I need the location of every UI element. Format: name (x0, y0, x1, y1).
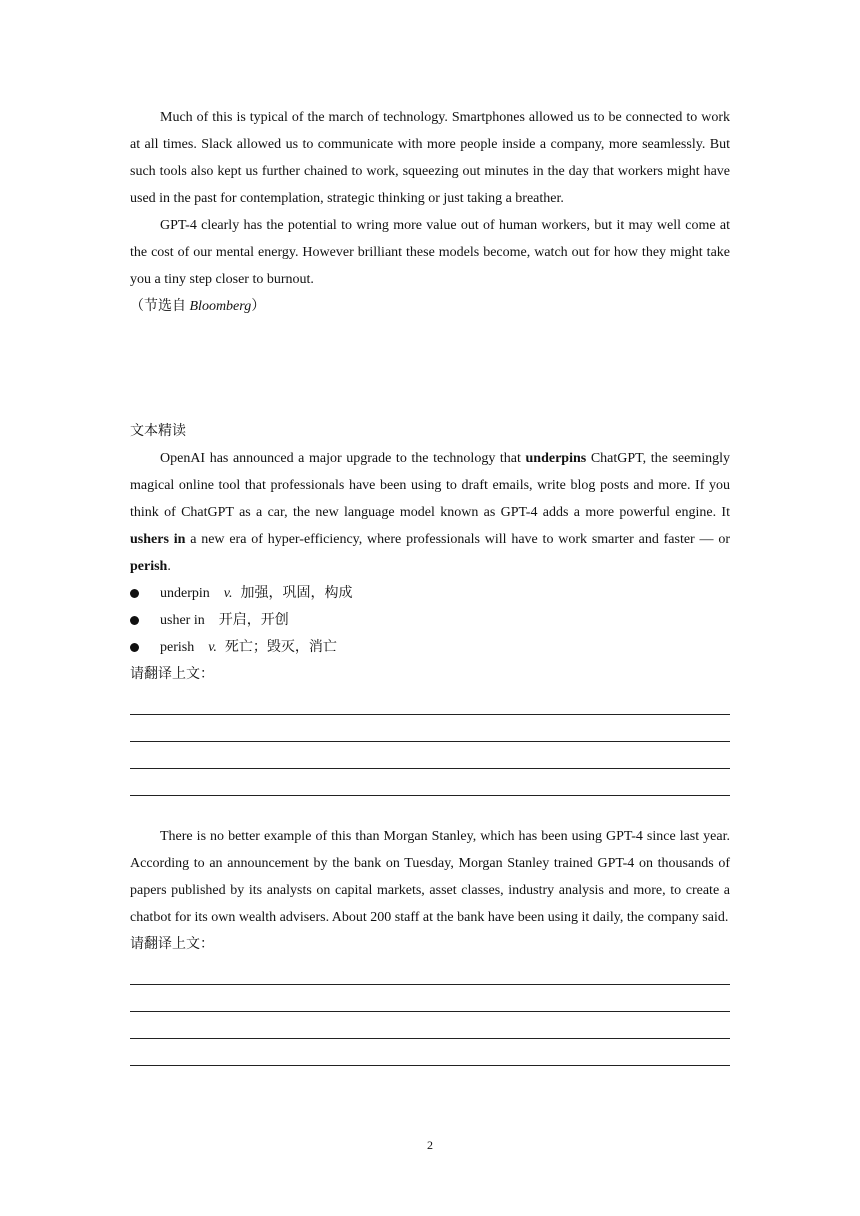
vocab-item (130, 607, 730, 634)
bullet-icon (130, 616, 139, 625)
vocabulary-list (130, 580, 730, 661)
vocab-item (130, 634, 730, 661)
reading-paragraph-2: There is no better example of this than Morgan Stanley, which has been using GPT-4 since last year. According to an announcement by the bank on Tuesday, Morgan Stanley trained GPT-4 on thousands of papers published by its analysts on capital markets, asset classes, industry analysis and more, to create a chatbot for its own wealth advisers. About 200 staff at the bank have been using it daily, the company said. (130, 829, 730, 925)
keyword-ushers-in: ushers in (130, 532, 186, 547)
answer-line[interactable] (130, 1012, 730, 1039)
vocab-word: usher in (160, 613, 205, 628)
source-name: Bloomberg (189, 299, 252, 314)
translate-prompt: 请翻译上文： (130, 937, 214, 952)
source-prefix: （节选自 (130, 299, 190, 314)
vocab-meaning: 开启，开创 (218, 613, 289, 628)
source-citation (130, 293, 730, 320)
vocab-word: underpin (160, 586, 210, 601)
page-number: 2 (427, 1138, 433, 1152)
answer-line[interactable] (130, 769, 730, 796)
intro-paragraph-1: Much of this is typical of the march of technology. Smartphones allowed us to be connected to work at all times. Slack allowed us to communicate with more people inside a company, more seamlessly. But such tools also kept us further chained to work, squeezing out minutes in the day that workers might have used in the past for contemplation, strategic thinking or just taking a breather. (130, 110, 730, 206)
vocab-meaning: 死亡；毁灭，消亡 (224, 640, 337, 655)
source-suffix: ） (251, 299, 266, 314)
vocab-meaning: 加强，巩固，构成 (240, 586, 353, 601)
vocab-pos: v. (208, 640, 217, 655)
text-segment: OpenAI has announced a major upgrade to the technology that (160, 451, 526, 466)
text-segment: . (167, 559, 171, 574)
vocab-word: perish (160, 640, 195, 655)
answer-line[interactable] (130, 1039, 730, 1066)
bullet-icon (130, 589, 139, 598)
answer-line[interactable] (130, 715, 730, 742)
text-segment: ChatGPT, the seemingly magical online tool that professionals have been using to draft emails, write blog posts and more. If you think of ChatGPT as a car, the new language model known as GPT-4 adds a more powerful engine. It (130, 451, 731, 520)
bullet-icon (130, 643, 139, 652)
text-segment: a new era of hyper-efficiency, where professionals will have to work smarter and faster — or (185, 532, 730, 547)
reading-paragraph-1 (130, 445, 730, 580)
translate-prompt: 请翻译上文： (130, 667, 214, 682)
answer-line[interactable] (130, 958, 730, 985)
answer-line[interactable] (130, 985, 730, 1012)
answer-line[interactable] (130, 742, 730, 769)
keyword-perish: perish (130, 559, 168, 574)
vocab-pos: v. (223, 586, 233, 601)
vocab-item (130, 580, 730, 607)
page-content (130, 104, 730, 1066)
answer-line[interactable] (130, 688, 730, 715)
section-heading: 文本精读 (130, 424, 186, 439)
intro-paragraph-2: GPT-4 clearly has the potential to wring more value out of human workers, but it may well come at the cost of our mental energy. However brilliant these models become, watch out for how they might take you a tiny step closer to burnout. (130, 218, 730, 287)
keyword-underpins: underpins (525, 451, 587, 466)
